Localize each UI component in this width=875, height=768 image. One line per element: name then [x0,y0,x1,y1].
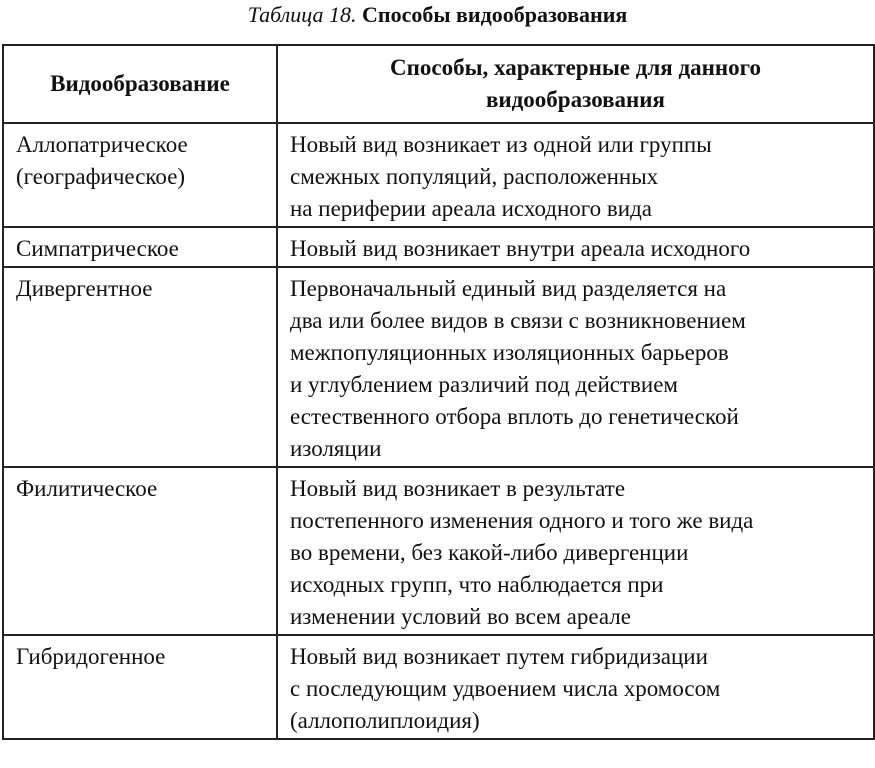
cell-line: Первоначальный единый вид разделяется на [290,276,727,301]
speciation-description-cell [277,467,874,635]
cell-line: Новый вид возникает внутри ареала исходного [290,236,751,261]
cell-line: смежных популяций, расположенных [290,164,659,189]
cell-line: во времени, без какой-либо дивергенции [290,540,689,565]
cell-line: Гибридогенное [16,644,166,669]
speciation-table [2,44,875,740]
cell-line: Новый вид возникает путем гибридизации [290,644,708,669]
table-row [3,227,874,267]
caption-label: Таблица 18. [247,2,357,27]
cell-line: и углублением различий под действием [290,372,678,397]
speciation-description-cell [277,267,874,467]
cell-line: межпопуляционных изоляционных барьеров [290,340,729,365]
cell-line: Дивергентное [16,276,153,301]
speciation-description-cell [277,123,874,227]
cell-line: Новый вид возникает из одной или группы [290,132,712,157]
column-header-methods [277,45,874,123]
table-caption [0,0,875,34]
cell-line: с последующим удвоением числа хромосом [290,676,721,701]
table-row [3,123,874,227]
cell-line: изменении условий во всем ареале [290,604,631,629]
caption-title: Способы видообразования [362,2,628,27]
speciation-type-cell [3,467,277,635]
cell-line: Новый вид возникает в результате [290,476,626,501]
cell-line: (географическое) [16,164,186,189]
speciation-description-cell [277,227,874,267]
header-line: видообразования [485,87,665,112]
column-header-type [3,45,277,123]
speciation-type-cell [3,123,277,227]
header-line: Видообразование [50,71,230,96]
cell-line: исходных групп, что наблюдается при [290,572,664,597]
speciation-description-cell [277,635,874,739]
table-row [3,467,874,635]
cell-line: изоляции [290,436,382,461]
cell-line: постепенного изменения одного и того же вида [290,508,754,533]
cell-line: (аллополиплоидия) [290,708,480,733]
cell-line: два или более видов в связи с возникновением [290,308,746,333]
speciation-type-cell [3,635,277,739]
speciation-type-cell [3,227,277,267]
speciation-type-cell [3,267,277,467]
cell-line: Симпатрическое [16,236,179,261]
cell-line: на периферии ареала исходного вида [290,196,652,221]
cell-line: Филитическое [16,476,158,501]
header-line: Способы, характерные для данного [390,55,761,80]
table-header-row [3,45,874,123]
table-row [3,267,874,467]
cell-line: Аллопатрическое [16,132,188,157]
cell-line: естественного отбора вплоть до генетической [290,404,739,429]
table-row [3,635,874,739]
